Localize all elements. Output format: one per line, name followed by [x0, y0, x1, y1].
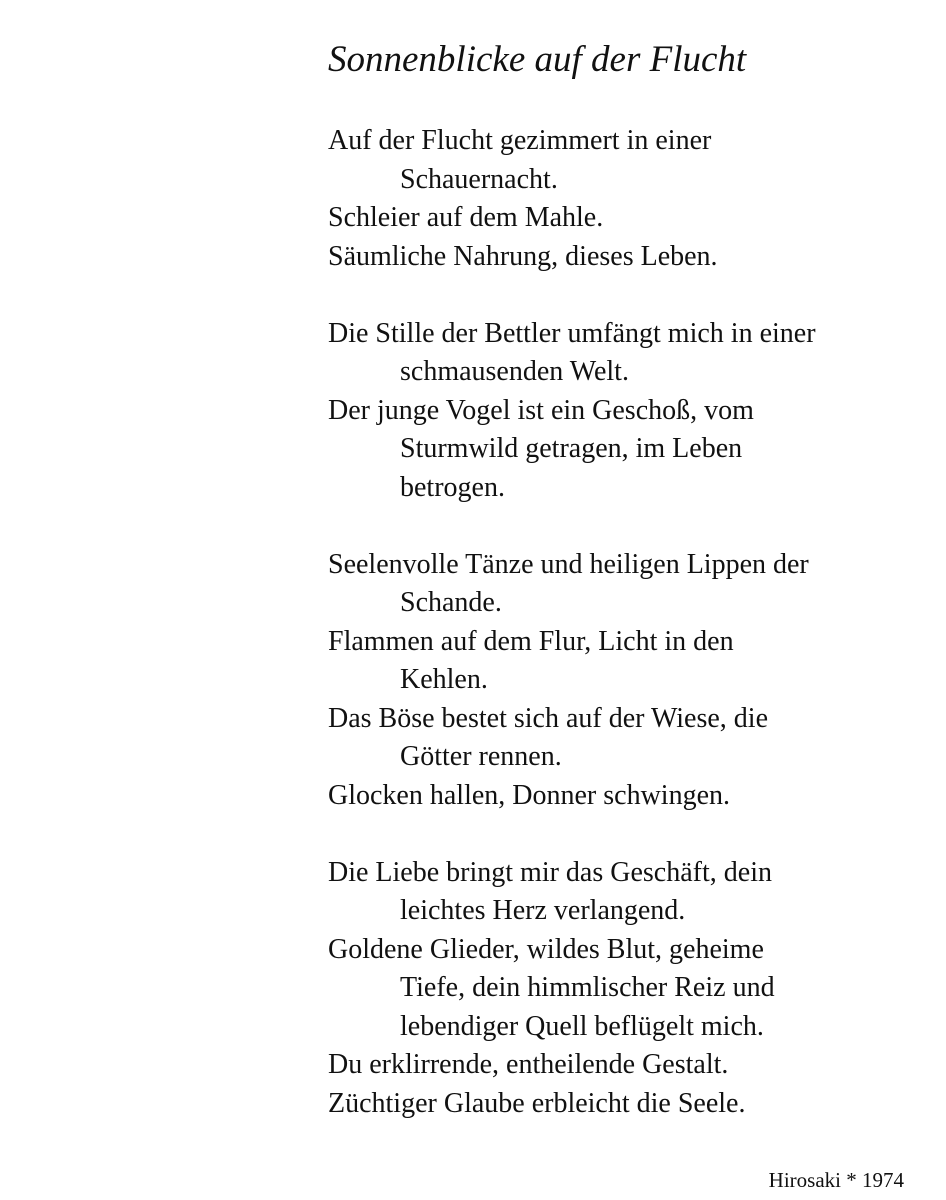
- verse-line-continuation: Sturmwild getragen, im Leben: [400, 433, 743, 464]
- verse-line-continuation: Schauernacht.: [400, 163, 558, 195]
- verse-line-continuation: leichtes Herz verlangend.: [400, 895, 686, 926]
- verse-line: Die Liebe bringt mir das Geschäft, dein: [328, 856, 772, 888]
- stanza: [328, 315, 928, 508]
- verse-line: Goldene Glieder, wildes Blut, geheime: [328, 933, 764, 965]
- verse-line-continuation: Götter rennen.: [400, 741, 562, 772]
- verse-line-continuation: lebendiger Quell beflügelt mich.: [400, 1010, 764, 1042]
- verse-line: Schleier auf dem Mahle.: [328, 202, 604, 233]
- verse-line: Seelenvolle Tänze und heiligen Lippen der: [328, 548, 809, 580]
- poem-body: [328, 122, 928, 1162]
- verse-line: Auf der Flucht gezimmert in einer: [328, 125, 712, 156]
- stanza: [328, 546, 928, 816]
- verse-line: Die Stille der Bettler umfängt mich in einer: [328, 317, 816, 349]
- verse-line-continuation: schmausenden Welt.: [400, 356, 629, 387]
- verse-line-continuation: Kehlen.: [400, 664, 488, 695]
- verse-line: Glocken hallen, Donner schwingen.: [328, 779, 730, 811]
- verse-line: Das Böse bestet sich auf der Wiese, die: [328, 702, 769, 734]
- stanza: [328, 854, 928, 1124]
- verse-line: Der junge Vogel ist ein Geschoß, vom: [328, 394, 754, 426]
- verse-line: Säumliche Nahrung, dieses Leben.: [328, 240, 718, 272]
- poem-title: Sonnenblicke auf der Flucht: [328, 39, 747, 80]
- stanza: [328, 122, 928, 276]
- verse-line: Züchtiger Glaube erbleicht die Seele.: [328, 1087, 746, 1119]
- signature: Hirosaki * 1974: [768, 1168, 904, 1192]
- verse-line-continuation: betrogen.: [400, 471, 505, 503]
- verse-line: Du erklirrende, entheilende Gestalt.: [328, 1049, 729, 1080]
- verse-line: Flammen auf dem Flur, Licht in den: [328, 625, 734, 657]
- verse-line-continuation: Schande.: [400, 587, 502, 618]
- verse-line-continuation: Tiefe, dein himmlischer Reiz und: [400, 972, 775, 1003]
